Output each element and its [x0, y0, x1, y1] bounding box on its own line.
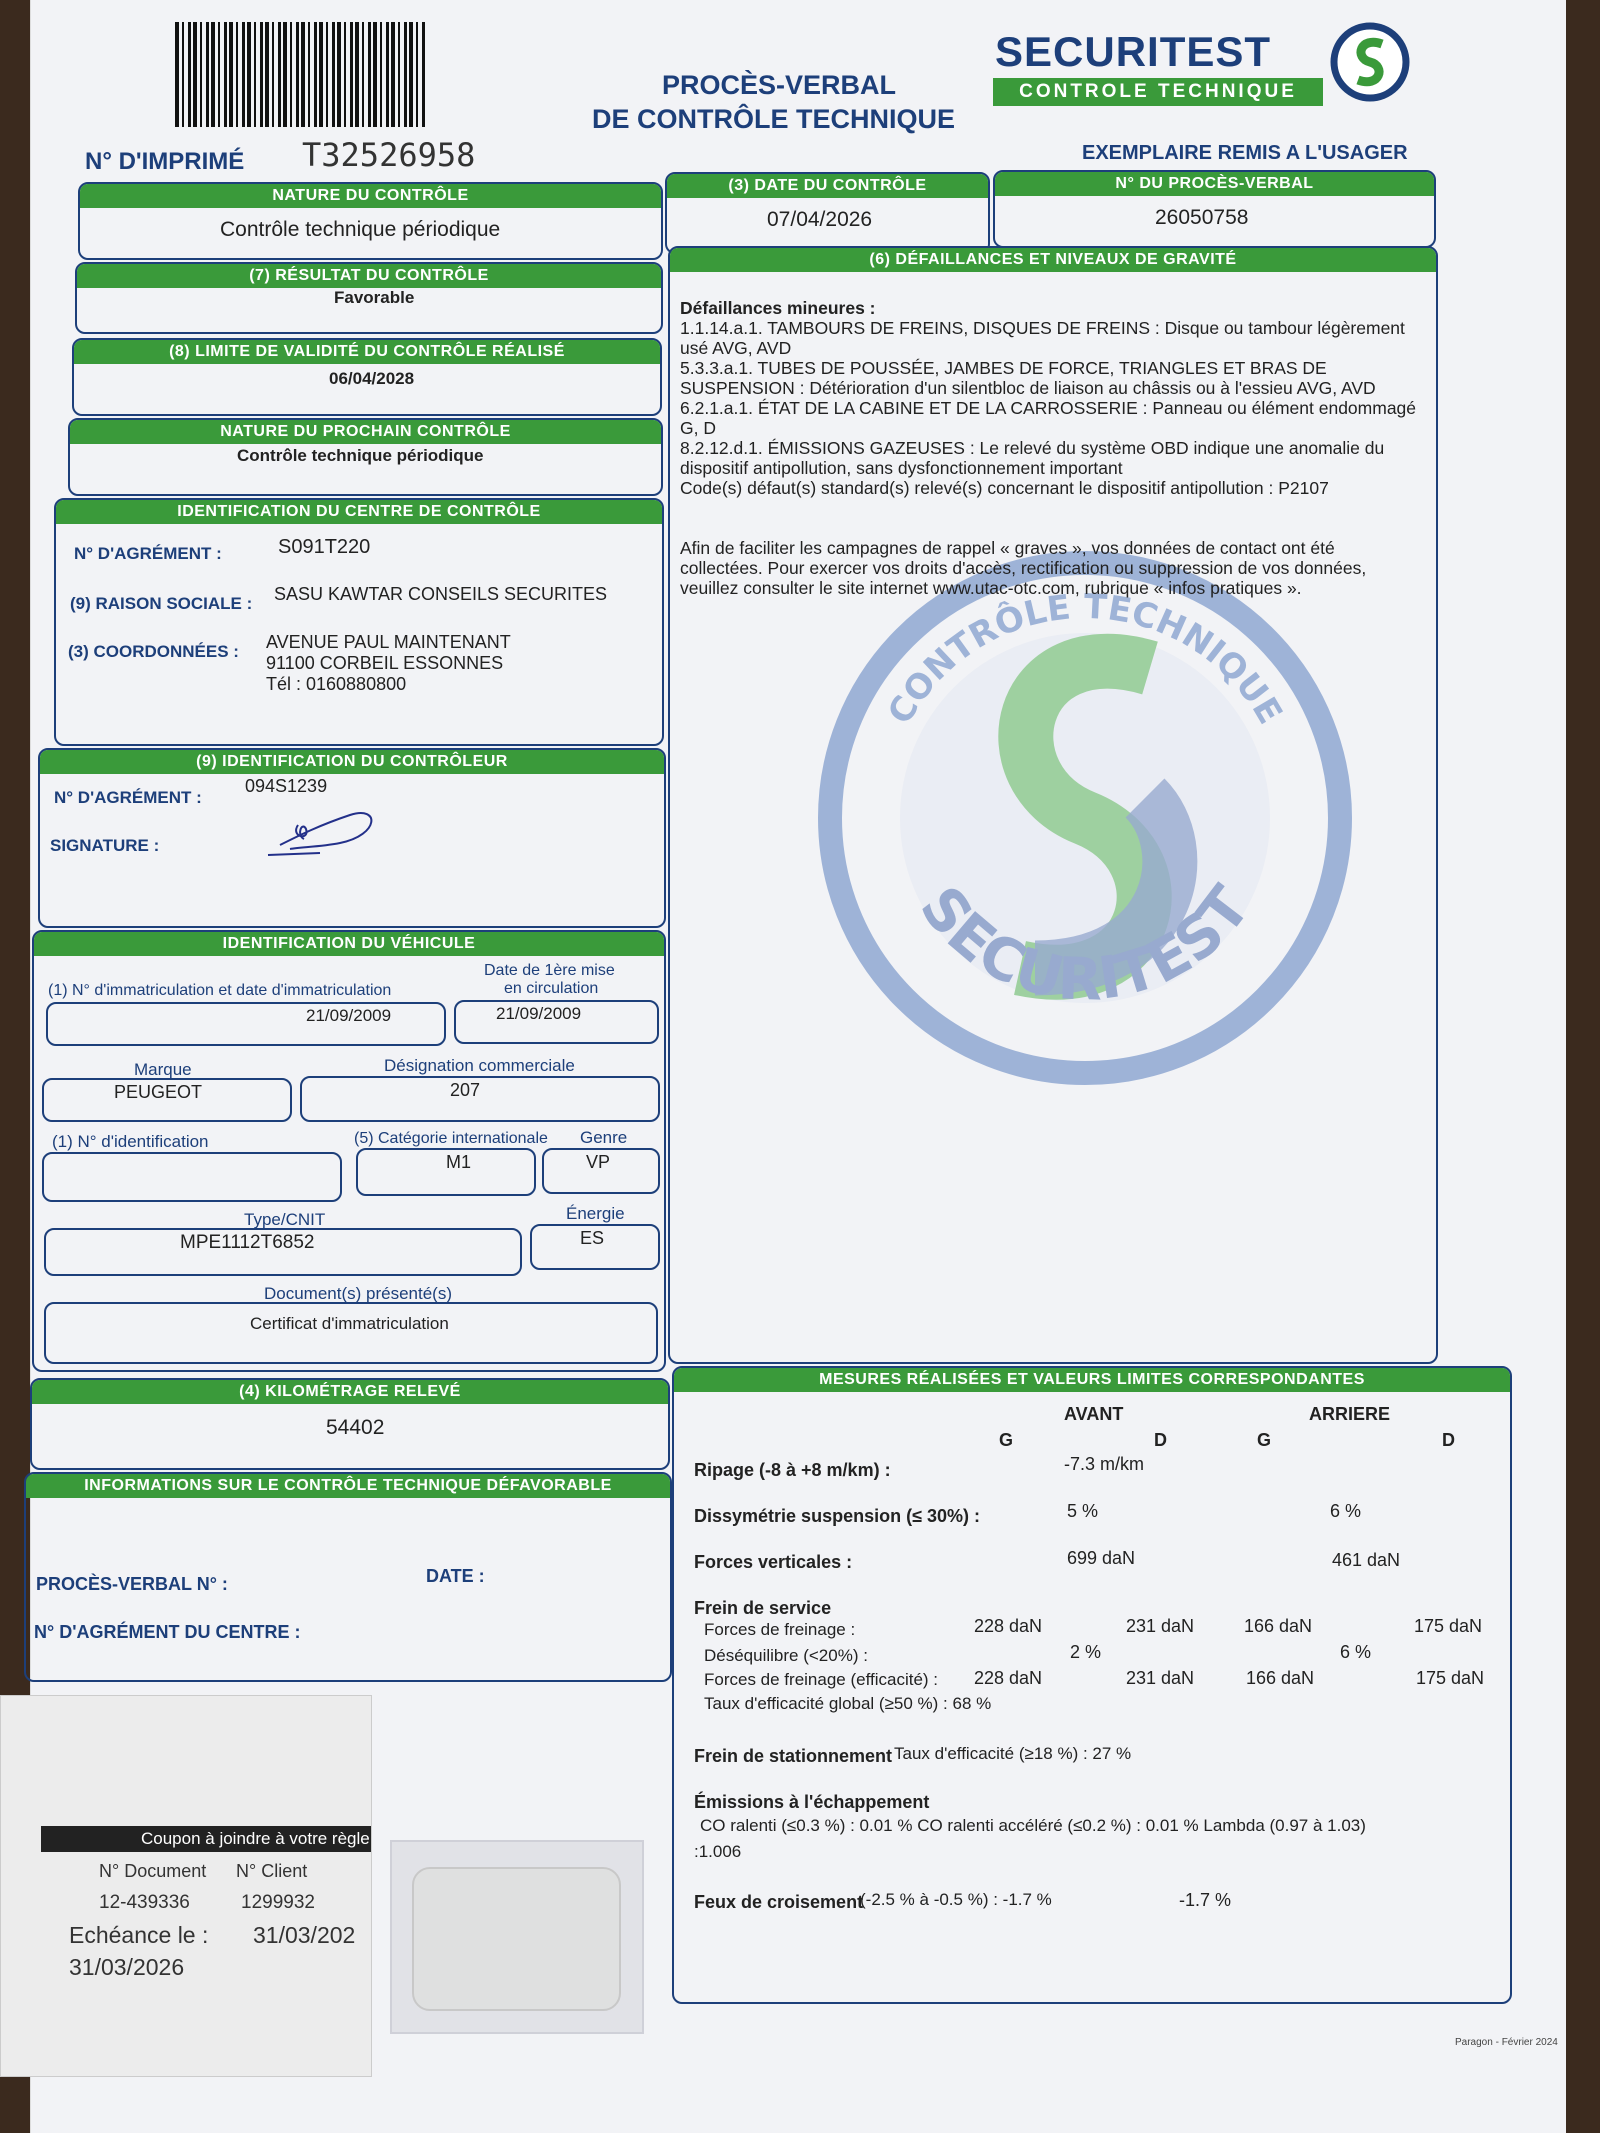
forces-eff-arg: 166 daN: [1246, 1668, 1315, 1688]
mesures-box: [672, 1366, 1512, 2004]
centre-coord-label: (3) COORDONNÉES :: [68, 642, 239, 661]
defavorable-header: INFORMATIONS SUR LE CONTRÔLE TECHNIQUE DÉFAVORABLE: [26, 1474, 670, 1498]
prochain-box: [68, 418, 663, 496]
title-line2: DE CONTRÔLE TECHNIQUE: [592, 104, 956, 134]
type-field: [44, 1228, 522, 1276]
barcode: [175, 22, 425, 127]
forces-v-arriere: 461 daN: [1332, 1550, 1401, 1570]
limite-header: (8) LIMITE DE VALIDITÉ DU CONTRÔLE RÉALISÉ: [74, 340, 660, 364]
frein-service-label: Frein de service: [694, 1598, 832, 1618]
centre-agrement-label: N° D'AGRÉMENT :: [74, 544, 222, 563]
defaillance-line: 1.1.14.a.1. TAMBOURS DE FREINS, DISQUES DE FREINS : Disque ou tambour légèrement usé AVG, AVD: [680, 318, 1405, 358]
vehicule-header: IDENTIFICATION DU VÉHICULE: [34, 932, 664, 956]
co-line: CO ralenti (≤0.3 %) : 0.01 % CO ralenti accéléré (≤0.2 %) : 0.01 % Lambda (0.97 à 1.03): [700, 1816, 1366, 1835]
deseq-label: Déséquilibre (<20%) :: [704, 1646, 868, 1665]
vin-label: (1) N° d'identification: [52, 1132, 209, 1151]
defaillances-header: (6) DÉFAILLANCES ET NIVEAUX DE GRAVITÉ: [670, 248, 1436, 272]
coupon-col2: N° Client: [236, 1861, 308, 1881]
marque-field: [42, 1078, 292, 1122]
defaillance-line: Code(s) défaut(s) standard(s) relevé(s) concernant le dispositif antipollution : P2107: [680, 478, 1329, 498]
centre-tel: Tél : 0160880800: [266, 674, 407, 694]
controleur-box: [38, 748, 666, 928]
controleur-agrement-label: N° D'AGRÉMENT :: [54, 788, 202, 807]
coupon-echeance2: 31/03/2026: [69, 1954, 185, 1980]
deseq-arriere: 6 %: [1340, 1642, 1372, 1662]
ripage-value: -7.3 m/km: [1064, 1454, 1145, 1474]
date-value: 07/04/2026: [767, 208, 873, 231]
kilometrage-header: (4) KILOMÉTRAGE RELEVÉ: [32, 1380, 668, 1404]
forces-f-avd: 231 daN: [1126, 1616, 1195, 1636]
immat-field: [46, 1002, 446, 1046]
prochain-value: Contrôle technique périodique: [237, 446, 484, 465]
designation-value: 207: [450, 1080, 481, 1100]
centre-agrement: S091T220: [278, 536, 371, 558]
marque-value: PEUGEOT: [114, 1082, 203, 1102]
brand-logo-text: SECURITEST: [995, 28, 1272, 75]
stationnement-value: Taux d'efficacité (≥18 %) : 27 %: [894, 1744, 1132, 1763]
prochain-header: NATURE DU PROCHAIN CONTRÔLE: [70, 420, 661, 444]
date-header: (3) DATE DU CONTRÔLE: [667, 174, 988, 198]
paragon-footer: Paragon - Février 2024: [1455, 2037, 1558, 2048]
designation-field: [300, 1076, 660, 1122]
type-label: Type/CNIT: [244, 1210, 326, 1229]
nature-header: NATURE DU CONTRÔLE: [80, 184, 661, 208]
signature-image: [260, 805, 390, 875]
premiere-label2: en circulation: [504, 980, 599, 997]
pv-box: [993, 170, 1436, 248]
forces-v-label: Forces verticales :: [694, 1552, 853, 1572]
dissy-label: Dissymétrie suspension (≤ 30%) :: [694, 1506, 980, 1526]
immat-label: (1) N° d'immatriculation et date d'immatriculation: [48, 982, 392, 999]
pv-header: N° DU PROCÈS-VERBAL: [995, 172, 1434, 196]
centre-raison: SASU KAWTAR CONSEILS SECURITES: [274, 584, 608, 604]
energie-field: [530, 1224, 660, 1270]
coupon-doc: 12-439336: [99, 1892, 190, 1913]
securitest-stamp-watermark: [815, 548, 1355, 1088]
defaillance-line: 6.2.1.a.1. ÉTAT DE LA CABINE ET DE LA CARROSSERIE : Panneau ou élément endommagé G, D: [680, 398, 1417, 438]
documents-field: [44, 1302, 658, 1364]
forces-eff-label: Forces de freinage (efficacité) :: [704, 1670, 939, 1689]
kilometrage-box: [30, 1378, 670, 1470]
defav-pv-label: PROCÈS-VERBAL N° :: [36, 1574, 228, 1594]
imprime-label: N° D'IMPRIMÉ: [85, 148, 245, 175]
defavorable-box: [24, 1472, 672, 1682]
pv-value: 26050758: [1155, 206, 1249, 229]
taux-global: Taux d'efficacité global (≥50 %) : 68 %: [704, 1694, 992, 1713]
arriere-d-label: D: [1442, 1430, 1455, 1450]
coupon-client: 1299932: [241, 1892, 315, 1913]
designation-label: Désignation commerciale: [384, 1056, 575, 1075]
centre-box: [54, 498, 664, 746]
dissy-avant: 5 %: [1067, 1501, 1099, 1521]
defav-date-label: DATE :: [426, 1566, 485, 1586]
limite-value: 06/04/2028: [329, 369, 415, 388]
date-box: [665, 172, 990, 254]
categorie-value: M1: [446, 1152, 472, 1172]
defav-agrement-label: N° D'AGRÉMENT DU CENTRE :: [34, 1622, 301, 1642]
coupon-head: Coupon à joindre à votre règle: [41, 1826, 371, 1852]
stamp-top-text: CONTRÔLE TECHNIQUE: [880, 586, 1290, 732]
nature-value: Contrôle technique périodique: [220, 218, 501, 241]
centre-addr1: AVENUE PAUL MAINTENANT: [266, 632, 511, 652]
kilometrage-value: 54402: [326, 1416, 385, 1439]
coupon-col1: N° Document: [99, 1861, 207, 1881]
dissy-arriere: 6 %: [1330, 1501, 1362, 1521]
envelope-window: [412, 1867, 621, 2011]
forces-f-arg: 166 daN: [1244, 1616, 1313, 1636]
brand-subtitle: CONTROLE TECHNIQUE: [993, 78, 1323, 106]
defaillances-text: [680, 298, 1420, 598]
feux-label: Feux de croisement: [694, 1892, 864, 1912]
genre-label: Genre: [580, 1128, 628, 1147]
centre-addr2: 91100 CORBEIL ESSONNES: [266, 653, 504, 673]
resultat-value: Favorable: [334, 288, 415, 307]
coupon-echeance1: 31/03/202: [253, 1922, 356, 1948]
type-value: MPE1112T6852: [180, 1232, 315, 1253]
securitest-s-icon: [1330, 22, 1410, 102]
signature-label: SIGNATURE :: [50, 836, 160, 855]
nature-box: [78, 182, 663, 260]
avant-d-label: D: [1154, 1430, 1167, 1450]
stamp-bottom-text: SECURITEST: [906, 873, 1264, 1014]
envelope-window-slip: [390, 1840, 644, 2034]
resultat-box: [75, 262, 663, 334]
forces-eff-avg: 228 daN: [974, 1668, 1043, 1688]
arriere-label: ARRIERE: [1309, 1404, 1391, 1424]
energie-value: ES: [580, 1228, 605, 1248]
payment-coupon: [0, 1695, 372, 2077]
premiere-value: 21/09/2009: [496, 1004, 582, 1023]
premiere-label1: Date de 1ère mise: [484, 962, 615, 979]
stationnement-label: Frein de stationnement: [694, 1746, 893, 1766]
documents-label: Document(s) présenté(s): [264, 1284, 453, 1303]
energie-label: Énergie: [566, 1204, 625, 1223]
mesures-header: MESURES RÉALISÉES ET VALEURS LIMITES CORRESPONDANTES: [674, 1368, 1510, 1392]
arriere-g-label: G: [1257, 1430, 1272, 1450]
categorie-label: (5) Catégorie internationale: [354, 1130, 548, 1147]
vin-field: [42, 1152, 342, 1202]
limite-box: [72, 338, 662, 416]
marque-label: Marque: [134, 1060, 192, 1079]
premiere-field: [454, 1000, 659, 1044]
forces-f-avg: 228 daN: [974, 1616, 1043, 1636]
lambda-value: :1.006: [694, 1842, 742, 1861]
immat-date: 21/09/2009: [306, 1006, 392, 1025]
feux-value: (-2.5 % à -0.5 %) : -1.7 %: [860, 1890, 1052, 1909]
defaillance-line: 5.3.3.a.1. TUBES DE POUSSÉE, JAMBES DE FORCE, TRIANGLES ET BRAS DE SUSPENSION : Détérioration d'un silentbloc de liaison au châssis ou à l'essieu AVG, AVD: [680, 358, 1376, 398]
genre-field: [542, 1148, 660, 1194]
documents-value: Certificat d'immatriculation: [250, 1314, 449, 1333]
controleur-agrement: 094S1239: [245, 776, 328, 796]
imprime-number: T32526958: [302, 136, 476, 174]
controleur-header: (9) IDENTIFICATION DU CONTRÔLEUR: [40, 750, 664, 774]
forces-v-avant: 699 daN: [1067, 1548, 1136, 1568]
vehicule-box: [32, 930, 666, 1372]
defaillances-title: Défaillances mineures :: [680, 298, 876, 318]
centre-raison-label: (9) RAISON SOCIALE :: [70, 594, 253, 613]
ripage-label: Ripage (-8 à +8 m/km) :: [694, 1460, 891, 1480]
categorie-field: [356, 1148, 536, 1196]
forces-f-label: Forces de freinage :: [704, 1620, 856, 1639]
forces-f-ard: 175 daN: [1414, 1616, 1483, 1636]
title-line1: PROCÈS-VERBAL: [662, 70, 897, 100]
genre-value: VP: [586, 1152, 611, 1172]
deseq-avant: 2 %: [1070, 1642, 1102, 1662]
avant-g-label: G: [999, 1430, 1014, 1450]
emissions-label: Émissions à l'échappement: [694, 1792, 930, 1812]
coupon-echeance-label: Echéance le :: [69, 1922, 209, 1948]
copy-note: EXEMPLAIRE REMIS A L'USAGER: [1082, 142, 1408, 164]
avant-label: AVANT: [1064, 1404, 1124, 1424]
forces-eff-ard: 175 daN: [1416, 1668, 1485, 1688]
centre-header: IDENTIFICATION DU CENTRE DE CONTRÔLE: [56, 500, 662, 524]
resultat-header: (7) RÉSULTAT DU CONTRÔLE: [77, 264, 661, 288]
forces-eff-avd: 231 daN: [1126, 1668, 1195, 1688]
feux-d-value: -1.7 %: [1179, 1890, 1232, 1910]
rappel-text: Afin de faciliter les campagnes de rappel « graves », vos données de contact ont été collectées. Pour exercer vos droits d'accès, rectification ou suppression de vos données, veuillez consulter le site internet www.utac-otc.com, rubrique « infos pratiques ».: [680, 538, 1367, 598]
defaillance-line: 8.2.12.d.1. ÉMISSIONS GAZEUSES : Le relevé du système OBD indique une anomalie du dispositif antipollution, sans dysfonctionnement important: [680, 438, 1385, 478]
